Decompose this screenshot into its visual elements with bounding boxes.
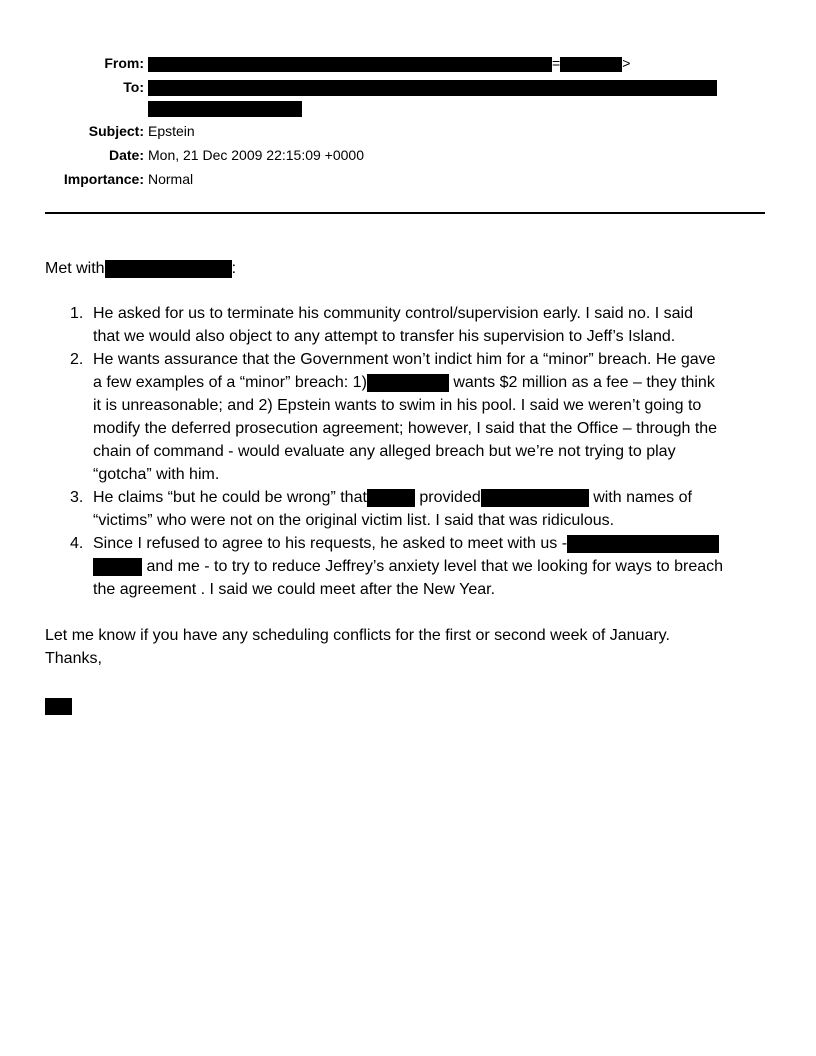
met-with-line xyxy=(45,257,236,280)
to-value xyxy=(148,78,717,96)
subject-label: Subject: xyxy=(88,123,144,139)
list-item xyxy=(93,348,717,486)
line-text: provided xyxy=(414,489,481,506)
redaction-block xyxy=(367,374,449,392)
list-item-line: it is unreasonable; and 2) Epstein wants to swim in his pool. I said we weren’t going to xyxy=(93,397,702,414)
list-item-number: 4. xyxy=(70,535,84,552)
list-item-line xyxy=(93,532,723,555)
importance-value: Normal xyxy=(148,171,194,187)
list-item-line xyxy=(93,486,692,509)
line-text: a few examples of a “minor” breach: 1) xyxy=(93,374,367,391)
list-item-line: He wants assurance that the Government won’t indict him for a “minor” breach. He gave xyxy=(93,351,716,368)
header-divider xyxy=(45,212,765,214)
list-item-number: 1. xyxy=(70,305,84,322)
thanks-line: Thanks, xyxy=(45,650,102,667)
line-text: wants $2 million as a fee – they think xyxy=(448,374,715,391)
redaction-block xyxy=(567,535,719,553)
closing-line: Let me know if you have any scheduling conflicts for the first or second week of January. xyxy=(45,627,670,644)
line-text: and me - to try to reduce Jeffrey’s anxiety level that we looking for ways to breach xyxy=(142,558,724,575)
date-value: Mon, 21 Dec 2009 22:15:09 +0000 xyxy=(148,147,365,163)
from-value xyxy=(148,54,630,72)
to-value-continued xyxy=(148,100,302,118)
list-item-line: “gotcha” with him. xyxy=(93,466,220,483)
to-label: To: xyxy=(123,79,144,95)
met-with-text: Met with xyxy=(45,260,105,277)
list-item-line: that we would also object to any attempt to transfer his supervision to Jeff’s Island. xyxy=(93,328,676,345)
redaction-block xyxy=(148,101,302,117)
from-gt: > xyxy=(622,55,631,71)
importance-label: Importance: xyxy=(63,171,144,187)
list-item-number: 2. xyxy=(70,351,84,368)
from-equals: = xyxy=(552,55,561,71)
line-text: He claims “but he could be wrong” that xyxy=(93,489,367,506)
list-item-line xyxy=(93,371,717,394)
line-text: Since I refused to agree to his requests, he asked to meet with us - xyxy=(93,535,568,552)
redaction-block xyxy=(148,80,717,96)
list-item xyxy=(93,486,692,532)
from-label: From: xyxy=(104,55,144,71)
redaction-block xyxy=(148,57,552,72)
list-item xyxy=(93,532,723,601)
list-item-line: chain of command - would evaluate any alleged breach but we’re not trying to play xyxy=(93,443,676,460)
redaction-block xyxy=(105,260,232,278)
list-item xyxy=(93,302,693,348)
redaction-block xyxy=(93,558,142,576)
redaction-block xyxy=(481,489,589,507)
list-item-line xyxy=(93,555,723,578)
subject-value: Epstein xyxy=(148,123,195,139)
redaction-block xyxy=(367,489,415,507)
list-item-number: 3. xyxy=(70,489,84,506)
list-item-line: He asked for us to terminate his community control/supervision early. I said no. I said xyxy=(93,305,693,322)
list-item-line: “victims” who were not on the original victim list. I said that was ridiculous. xyxy=(93,512,615,529)
redaction-block xyxy=(45,698,72,715)
line-text: with names of xyxy=(588,489,692,506)
redaction-block xyxy=(560,57,622,72)
met-with-colon: : xyxy=(231,260,237,277)
signature-redaction xyxy=(45,698,72,716)
date-label: Date: xyxy=(108,147,144,163)
list-item-line: the agreement . I said we could meet after the New Year. xyxy=(93,581,496,598)
list-item-line: modify the deferred prosecution agreement; however, I said that the Office – through the xyxy=(93,420,718,437)
